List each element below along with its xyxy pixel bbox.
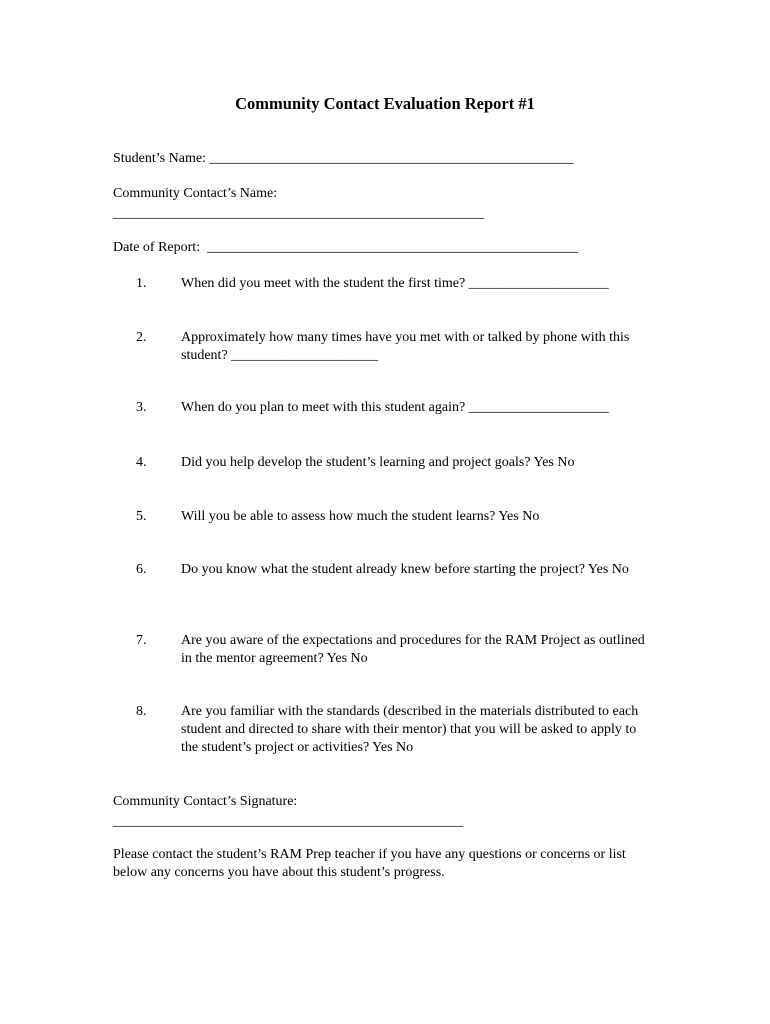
students-name-label: Student’s Name: — [113, 151, 206, 166]
question-number: 5. — [136, 509, 147, 524]
question-number: 6. — [136, 562, 147, 577]
students-name-row — [113, 150, 573, 168]
page-title: Community Contact Evaluation Report #1 — [235, 94, 535, 113]
signature-label: Community Contact’s Signature: — [113, 794, 298, 809]
question-number: 2. — [136, 330, 147, 345]
question-number: 7. — [136, 633, 147, 648]
question-number: 3. — [136, 400, 147, 415]
question-text[interactable]: Did you help develop the student’s learning and project goals? Yes No — [181, 455, 575, 470]
signature-field[interactable]: __________________________________________________ — [113, 814, 463, 829]
question-text[interactable]: Will you be able to assess how much the student learns? Yes No — [181, 509, 540, 524]
date-of-report-row — [113, 239, 578, 257]
question-text[interactable]: Do you know what the student already knew before starting the project? Yes No — [181, 562, 629, 577]
question-text[interactable]: When do you plan to meet with this student again? ____________________ — [181, 400, 609, 415]
closing-note: Please contact the student’s RAM Prep teacher if you have any questions or concerns or list below any concerns you have about this student’s progress. — [113, 847, 626, 880]
question-number: 1. — [136, 276, 147, 291]
contact-name-field[interactable]: _____________________________________________________ — [113, 206, 484, 221]
question-number: 8. — [136, 704, 147, 719]
question-text[interactable]: When did you meet with the student the first time? ____________________ — [181, 276, 609, 291]
question-number: 4. — [136, 455, 147, 470]
question-text[interactable]: Are you familiar with the standards (described in the materials distributed to each student and directed to share with their mentor) that you will be asked to apply to the student’s project or activities? Yes No — [181, 704, 639, 755]
students-name-field[interactable]: ____________________________________________________ — [209, 151, 574, 166]
question-text[interactable]: Approximately how many times have you met with or talked by phone with this student? _____________________ — [181, 330, 630, 363]
contact-name-label: Community Contact’s Name: — [113, 186, 278, 201]
question-text[interactable]: Are you aware of the expectations and procedures for the RAM Project as outlined in the mentor agreement? Yes No — [181, 633, 645, 666]
date-of-report-label: Date of Report: — [113, 240, 201, 255]
date-of-report-field[interactable]: _____________________________________________________ — [207, 240, 579, 255]
